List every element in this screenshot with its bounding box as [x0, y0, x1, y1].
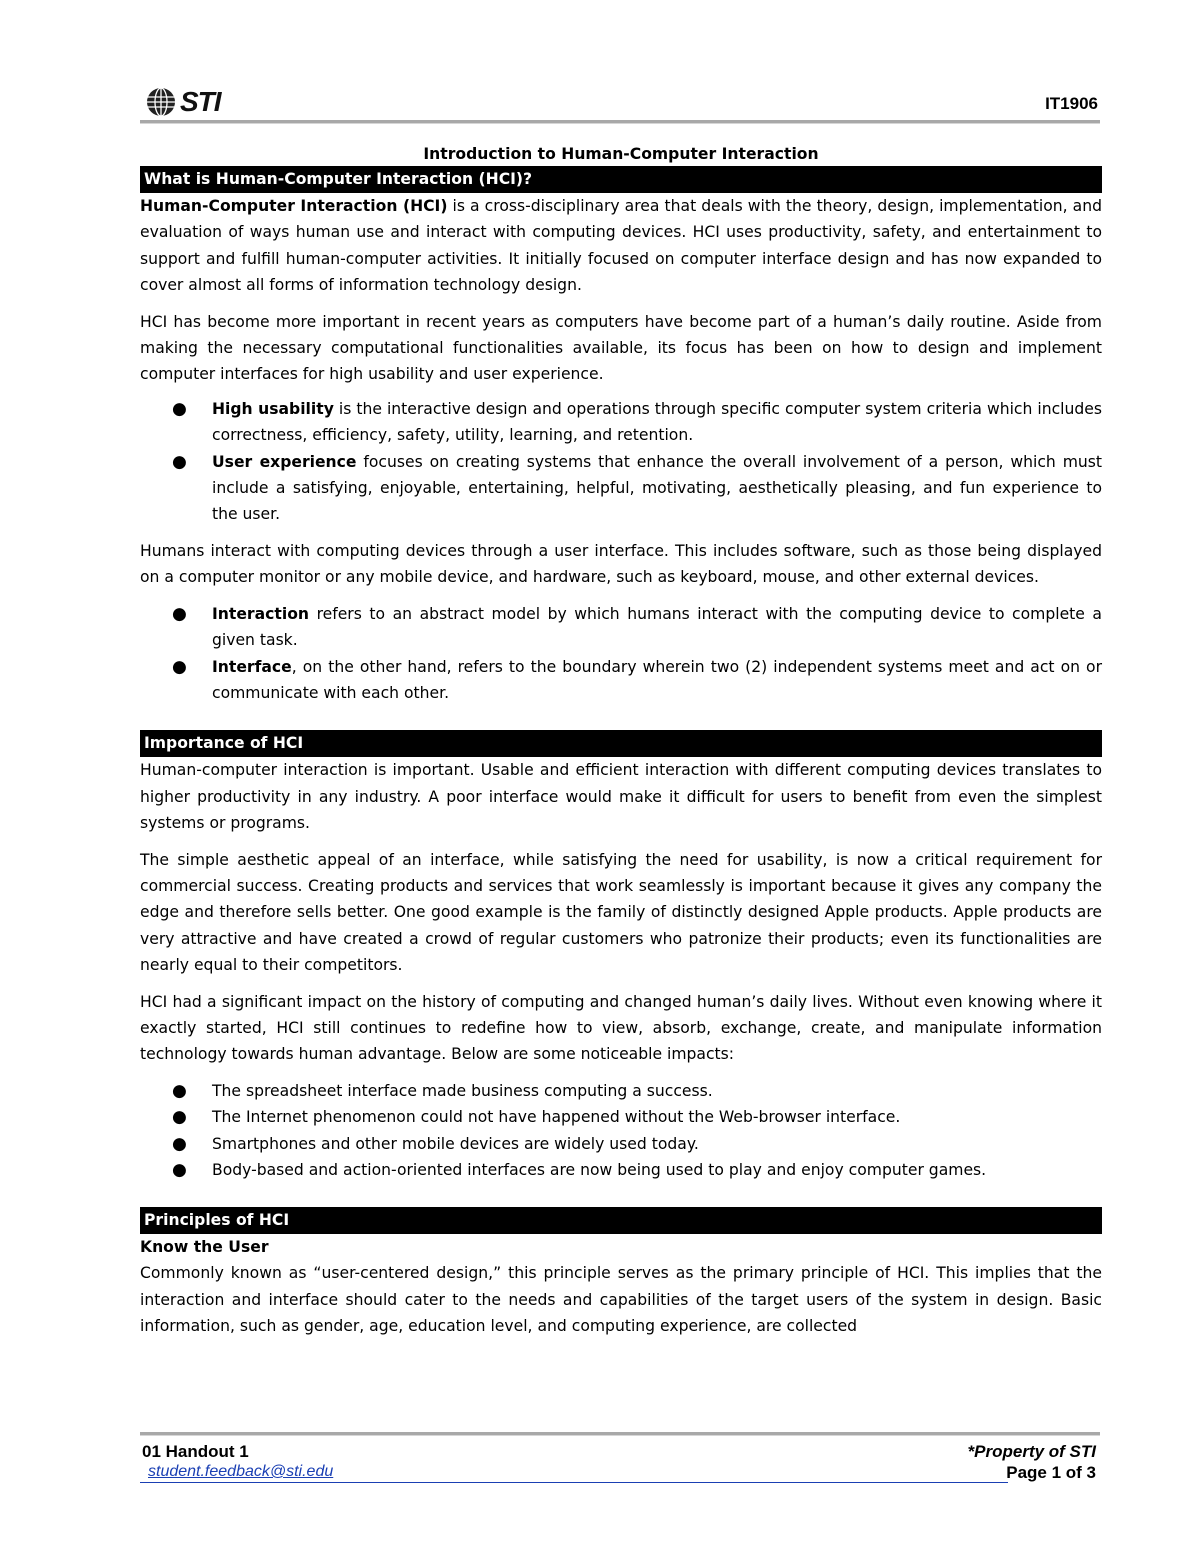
- bullet-list: [140, 601, 1102, 707]
- bullet-list: [140, 1078, 1102, 1184]
- list-item: ● The Internet phenomenon could not have happened without the Web-browser interface.: [140, 1104, 1102, 1130]
- sti-logo: [144, 84, 221, 120]
- paragraph: Commonly known as “user-centered design,” this principle serves as the primary principle of HCI. This implies that the interaction and interface should cater to the needs and capabilities of the target users of the system in design. Basic information, such as gender, age, education level, and computing experience, are collected: [140, 1264, 1102, 1336]
- bullet-icon: ●: [172, 1160, 187, 1180]
- section-heading-importance: Importance of HCI: [140, 730, 1102, 757]
- bullet-icon: ●: [172, 656, 187, 677]
- bullet-icon: ●: [172, 451, 187, 472]
- globe-icon: [144, 85, 178, 119]
- document-body: [140, 142, 1102, 1340]
- paragraph: HCI had a significant impact on the history of computing and changed human’s daily lives. Without even knowing where it exactly started, HCI still continues to redefine how to view, absorb, exchange, create, and manipulate information technology towards human advantage. Below are some noticeable impacts:: [140, 992, 1102, 1064]
- list-item: ● High usability is the interactive design and operations through specific computer system criteria which includes correctness, efficiency, safety, utility, learning, and retention.: [140, 396, 1102, 449]
- page-title: Introduction to Human-Computer Interaction: [423, 145, 819, 163]
- page-header: [140, 84, 1100, 124]
- list-item: ● Interaction refers to an abstract model by which humans interact with the computing device to complete a given task.: [140, 601, 1102, 654]
- bullet-icon: ●: [172, 1107, 187, 1128]
- property-label: *Property of STI: [967, 1442, 1096, 1461]
- bullet-icon: ●: [172, 603, 187, 624]
- paragraph: Human-computer interaction is important. Usable and efficient interaction with different computing devices translates to higher productivity in any industry. A poor interface would make it difficult for users to benefit from even the simplest systems or programs.: [140, 761, 1102, 833]
- paragraph: Humans interact with computing devices through a user interface. This includes software, such as those being displayed on a computer monitor or any mobile device, and hardware, such as keyboard, mouse, and other external devices.: [140, 541, 1102, 587]
- bullet-icon: ●: [172, 1133, 187, 1154]
- footer-rule: [140, 1432, 1100, 1436]
- footer-underline: [140, 1482, 1008, 1483]
- paragraph: HCI has become more important in recent years as computers have become part of a human’s daily routine. Aside from making the necessary computational functionalities available, its focus has been on how to design and implement computer interfaces for high usability and user experience.: [140, 312, 1102, 384]
- paragraph: Human-Computer Interaction (HCI) is a cross-disciplinary area that deals with the theory, design, implementation, and evaluation of ways human use and interact with computing devices. HCI uses productivity, safety, and entertainment to support and fulfill human-computer activities. It initially focused on computer interface design and has now expanded to cover almost all forms of information technology design.: [140, 197, 1102, 295]
- course-code: IT1906: [1045, 94, 1098, 113]
- list-item: ● The spreadsheet interface made business computing a success.: [140, 1078, 1102, 1104]
- feedback-email-link[interactable]: student.feedback@sti.edu: [148, 1463, 334, 1480]
- paragraph: The simple aesthetic appeal of an interface, while satisfying the need for usability, is now a critical requirement for commercial success. Creating products and services that work seamlessly is important because it gives any company the edge and therefore sells better. One good example is the family of distinctly designed Apple products. Apple products are very attractive and have created a crowd of regular customers who patronize their products; even its functionalities are nearly equal to their competitors.: [140, 850, 1102, 975]
- term: Human-Computer Interaction (HCI): [140, 197, 448, 215]
- section-heading-principles: Principles of HCI: [140, 1207, 1102, 1234]
- bullet-icon: ●: [172, 398, 187, 419]
- page-number: Page 1 of 3: [1006, 1463, 1096, 1482]
- header-rule: [140, 120, 1100, 124]
- list-item: ● Body-based and action-oriented interfaces are now being used to play and enjoy computer games.: [140, 1157, 1102, 1183]
- bullet-icon: ●: [172, 1080, 187, 1101]
- handout-label: 01 Handout 1: [142, 1442, 249, 1461]
- list-item: ● Interface, on the other hand, refers to the boundary wherein two (2) independent systems meet and act on or communicate with each other.: [140, 654, 1102, 707]
- list-item: ● Smartphones and other mobile devices are widely used today.: [140, 1131, 1102, 1157]
- bullet-list: [140, 396, 1102, 528]
- logo-text: STI: [180, 86, 221, 117]
- section-heading-what-is-hci: What is Human-Computer Interaction (HCI)?: [140, 166, 1102, 193]
- subheading: Know the User: [140, 1238, 269, 1257]
- page-footer: [140, 1432, 1100, 1492]
- list-item: ● User experience focuses on creating systems that enhance the overall involvement of a person, which must include a satisfying, enjoyable, entertaining, helpful, motivating, aesthetically pleasing, and fun experience to the user.: [140, 449, 1102, 528]
